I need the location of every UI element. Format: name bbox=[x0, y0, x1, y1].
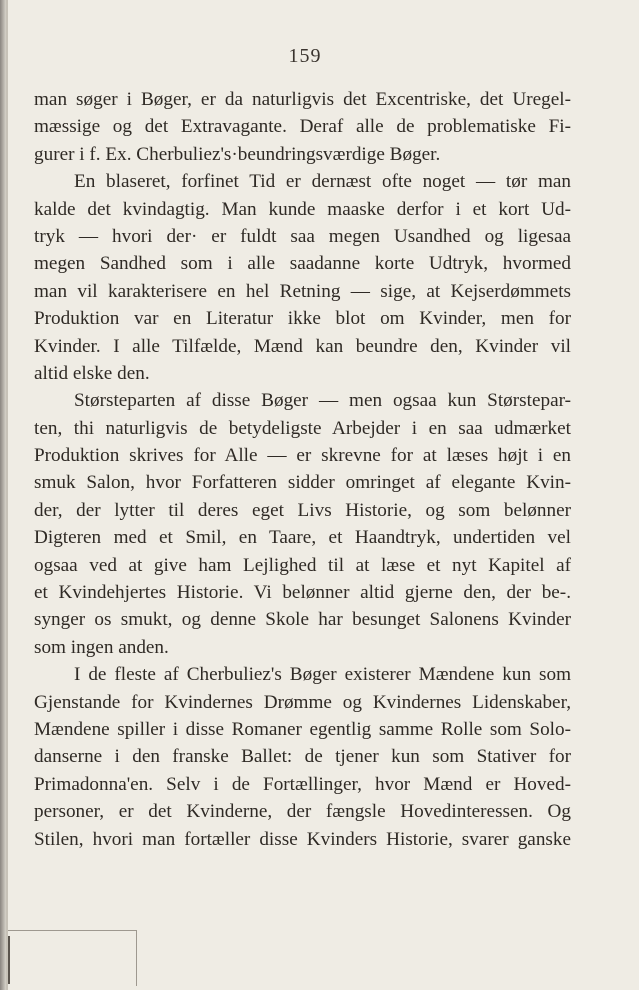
text-line: kalde det kvindagtig. Man kunde maaske derfor i et kort Ud- bbox=[34, 198, 571, 220]
text-line: Produktion var en Literatur ikke blot om Kvinder, men for bbox=[34, 308, 571, 330]
text-line: Primadonna'en. Selv i de Fortællinger, hvor Mænd er Hoved- bbox=[34, 773, 571, 795]
text-line: synger os smukt, og denne Skole har besunget Salonens Kvinder bbox=[34, 609, 571, 631]
scan-corner-line bbox=[8, 936, 10, 984]
text-line: tryk — hvori der· er fuldt saa megen Usandhed og ligesaa bbox=[34, 225, 571, 247]
text-line: ogsaa ved at give ham Lejlighed til at læse et nyt Kapitel af bbox=[34, 554, 571, 576]
text-line: et Kvindehjertes Historie. Vi belønner altid gjerne den, der be-. bbox=[34, 582, 571, 604]
body-text bbox=[34, 86, 571, 853]
page-binding-shadow bbox=[6, 0, 8, 990]
text-line: altid elske den. bbox=[34, 362, 150, 384]
text-line: Produktion skrives for Alle — er skrevne for at læses højt i en bbox=[34, 445, 571, 467]
text-line: smuk Salon, hvor Forfatteren sidder omringet af elegante Kvin- bbox=[34, 472, 571, 494]
text-line: Mændene spiller i disse Romaner egentlig samme Rolle som Solo- bbox=[34, 718, 571, 740]
text-line: I de fleste af Cherbuliez's Bøger existerer Mændene kun som bbox=[74, 664, 571, 686]
text-line: Stilen, hvori man fortæller disse Kvinders Historie, svarer ganske bbox=[34, 828, 571, 850]
text-line: Digteren med et Smil, en Taare, et Haandtryk, undertiden vel bbox=[34, 527, 571, 549]
text-line: Kvinder. I alle Tilfælde, Mænd kan beundre den, Kvinder vil bbox=[34, 335, 571, 357]
text-line: ten, thi naturligvis de betydeligste Arbejder i en saa udmærket bbox=[34, 417, 571, 439]
text-line: Størsteparten af disse Bøger — men ogsaa kun Størstepar- bbox=[74, 390, 571, 412]
text-line: danserne i den franske Ballet: de tjener kun som Stativer for bbox=[34, 746, 571, 768]
text-line: En blaseret, forfinet Tid er dernæst ofte noget — tør man bbox=[74, 171, 571, 193]
text-line: megen Sandhed som i alle saadanne korte Udtryk, hvormed bbox=[34, 253, 571, 275]
scan-corner-mark bbox=[8, 930, 137, 986]
text-line: man søger i Bøger, er da naturligvis det Excentriske, det Uregel- bbox=[34, 89, 571, 110]
text-line: Gjenstande for Kvindernes Drømme og Kvindernes Lidenskaber, bbox=[34, 691, 571, 713]
text-line: man vil karakterisere en hel Retning — sige, at Kejserdømmets bbox=[34, 280, 571, 302]
text-line: der, der lytter til deres eget Livs Historie, og som belønner bbox=[34, 499, 571, 521]
text-line: som ingen anden. bbox=[34, 636, 169, 658]
text-line: mæssige og det Extravagante. Deraf alle de problematiske Fi- bbox=[34, 116, 571, 138]
text-line: gurer i f. Ex. Cherbuliez's·beundringsværdige Bøger. bbox=[34, 143, 441, 165]
page-number: 159 bbox=[288, 45, 322, 67]
text-line: personer, er det Kvinderne, der fængsle Hovedinteressen. Og bbox=[34, 801, 571, 823]
